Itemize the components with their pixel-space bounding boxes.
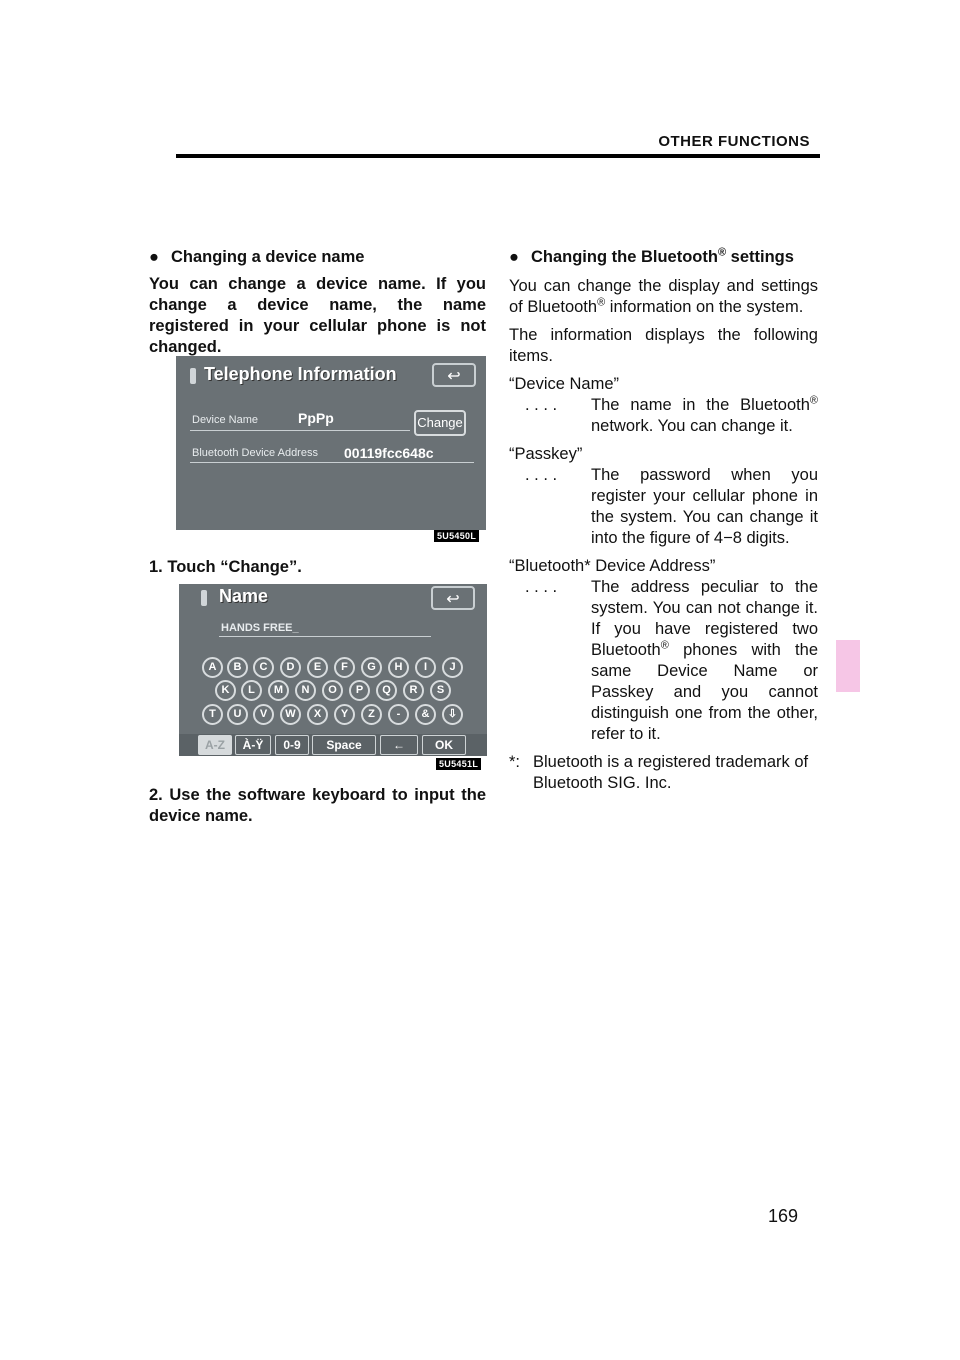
left-column xyxy=(149,247,486,358)
key-j[interactable]: J xyxy=(442,657,463,678)
header-rule xyxy=(176,154,820,158)
key-m[interactable]: M xyxy=(268,680,289,701)
back-button[interactable]: ↩ xyxy=(431,586,475,610)
right-column xyxy=(509,247,818,794)
address-value: 00119fcc648c xyxy=(344,445,434,461)
telephone-information-screen xyxy=(176,356,486,530)
definition-item xyxy=(509,556,818,745)
section-title: OTHER FUNCTIONS xyxy=(658,133,810,150)
key-b[interactable]: B xyxy=(227,657,248,678)
name-input[interactable]: HANDS FREE_ xyxy=(221,622,299,634)
registered-mark: ® xyxy=(597,296,606,309)
right-heading-text: Changing the Bluetooth xyxy=(530,248,718,266)
screen-title: Name xyxy=(219,586,269,606)
space-button[interactable]: Space xyxy=(312,735,376,755)
right-intro xyxy=(509,276,818,318)
input-underline xyxy=(219,636,431,637)
key-i[interactable]: I xyxy=(415,657,436,678)
key-w[interactable]: W xyxy=(280,704,301,725)
definition-term: “Bluetooth* Device Address” xyxy=(509,557,716,575)
phone-icon xyxy=(190,368,196,384)
left-heading xyxy=(149,247,486,268)
phone-icon xyxy=(201,590,207,606)
leader-dots: . . . . xyxy=(525,466,558,484)
key-x[interactable]: X xyxy=(307,704,328,725)
address-label: Bluetooth Device Address xyxy=(192,447,318,459)
key-y[interactable]: Y xyxy=(334,704,355,725)
key-z[interactable]: Z xyxy=(361,704,382,725)
key-d[interactable]: D xyxy=(280,657,301,678)
registered-mark: ® xyxy=(809,394,818,407)
leader-dots: . . . . xyxy=(525,578,558,596)
section-tab-marker xyxy=(836,640,860,692)
footnote xyxy=(509,752,818,794)
bullet-icon: ● xyxy=(509,248,519,266)
backspace-button[interactable]: ← xyxy=(380,735,418,755)
definition-desc xyxy=(591,395,818,437)
definition-item xyxy=(509,444,818,549)
right-heading-text-end: settings xyxy=(726,248,794,266)
number-mode-button[interactable]: 0-9 xyxy=(275,735,309,755)
image-code: 5U5451L xyxy=(436,758,481,770)
definition-term: “Device Name” xyxy=(509,375,620,393)
divider xyxy=(190,430,410,431)
definition-item xyxy=(509,374,818,437)
step-1: 1. Touch “Change”. xyxy=(149,558,302,576)
key-r[interactable]: R xyxy=(403,680,424,701)
key-more-icon[interactable]: ⇩ xyxy=(442,704,463,725)
image-code: 5U5450L xyxy=(434,530,479,542)
key-f[interactable]: F xyxy=(334,657,355,678)
key-t[interactable]: T xyxy=(202,704,223,725)
desc-text: The name in the Bluetooth xyxy=(591,396,810,414)
definition-term: “Passkey” xyxy=(509,445,583,463)
key-s[interactable]: S xyxy=(430,680,451,701)
key-h[interactable]: H xyxy=(388,657,409,678)
key-g[interactable]: G xyxy=(361,657,382,678)
desc-text-end: phones with the same Device Name or Passkey and you cannot distinguish one from the other, refer to it. xyxy=(591,641,818,743)
desc-text: The address peculiar to the system. You can not change it. If you have registered two Bluetooth xyxy=(591,578,818,659)
key-n[interactable]: N xyxy=(295,680,316,701)
ok-button[interactable]: OK xyxy=(422,735,466,755)
right-heading xyxy=(509,247,818,268)
registered-mark: ® xyxy=(717,246,727,259)
key-hyphen[interactable]: - xyxy=(388,704,409,725)
accent-mode-button[interactable]: À-Ÿ xyxy=(235,735,271,755)
key-e[interactable]: E xyxy=(307,657,328,678)
change-button[interactable]: Change xyxy=(414,410,466,436)
intro-text-end: information on the system. xyxy=(605,298,804,316)
bullet-icon: ● xyxy=(149,248,159,266)
page-number: 169 xyxy=(768,1206,799,1226)
key-p[interactable]: P xyxy=(349,680,370,701)
key-a[interactable]: A xyxy=(202,657,223,678)
leader-dots: . . . . xyxy=(525,396,558,414)
back-button[interactable]: ↩ xyxy=(432,363,476,387)
footnote-mark: *: xyxy=(509,753,521,771)
desc-text-end: network. You can change it. xyxy=(591,417,793,435)
keyboard-mode-bar xyxy=(179,734,487,756)
step-2: 2. Use the software keyboard to input the device name. xyxy=(149,786,486,825)
key-ampersand[interactable]: & xyxy=(415,704,436,725)
key-o[interactable]: O xyxy=(322,680,343,701)
footnote-text: Bluetooth is a registered trademark of Bluetooth SIG. Inc. xyxy=(533,753,809,792)
screen-title: Telephone Information xyxy=(204,364,397,384)
key-l[interactable]: L xyxy=(241,680,262,701)
key-q[interactable]: Q xyxy=(376,680,397,701)
intro-text: You can change the display and settings of Bluetooth xyxy=(509,277,818,316)
key-c[interactable]: C xyxy=(253,657,274,678)
registered-mark: ® xyxy=(660,639,669,652)
definition-desc xyxy=(591,577,818,745)
desc-text: The password when you register your cellular phone in the system. You can change it into the figure of 4−8 digits. xyxy=(591,466,818,547)
left-intro: You can change a device name. If you change a device name, the name registered in your cellular phone is not changed. xyxy=(149,275,486,356)
az-mode-button[interactable]: A-Z xyxy=(198,735,232,755)
left-heading-text: Changing a device name xyxy=(170,248,365,266)
name-keyboard-screen xyxy=(179,584,487,756)
definition-desc xyxy=(591,465,818,549)
items-intro: The information displays the following items. xyxy=(509,326,818,365)
device-name-value: PpPp xyxy=(298,410,334,426)
key-k[interactable]: K xyxy=(215,680,236,701)
divider xyxy=(190,462,474,463)
key-u[interactable]: U xyxy=(227,704,248,725)
device-name-label: Device Name xyxy=(192,414,259,426)
key-v[interactable]: V xyxy=(253,704,274,725)
